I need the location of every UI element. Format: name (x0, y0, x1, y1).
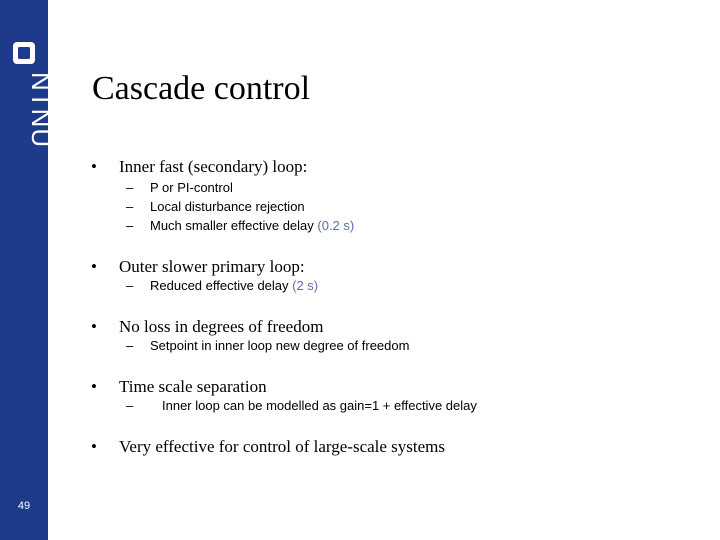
sub-bullet-item (126, 180, 233, 195)
sub-bullet-highlight: (0.2 s) (317, 218, 355, 233)
sub-bullet-text: Inner loop can be modelled as gain=1 + effective delay (162, 398, 477, 413)
bullet-marker: • (91, 317, 97, 336)
sub-bullet-item (126, 218, 354, 233)
ntnu-logo-text: NTNU (26, 72, 56, 149)
bullet-text: Inner fast (secondary) loop: (119, 157, 308, 176)
sub-bullet-text: Local disturbance rejection (150, 199, 305, 214)
bullet-marker: • (91, 377, 97, 396)
sidebar (0, 0, 56, 540)
sub-bullet-item (126, 338, 409, 353)
bullet-item (91, 377, 267, 397)
bullet-marker: • (91, 437, 97, 456)
sub-bullet-text: Reduced effective delay (150, 278, 293, 293)
dash-marker: – (126, 338, 134, 353)
bullet-item (91, 257, 305, 277)
sub-bullet-highlight: (2 s) (292, 278, 319, 293)
dash-marker: – (126, 218, 134, 233)
sub-bullet-text: Setpoint in inner loop new degree of freedom (150, 338, 410, 353)
page-number: 49 (17, 500, 31, 512)
bullet-text: Time scale separation (119, 377, 267, 396)
bullet-marker: • (91, 257, 97, 276)
dash-marker: – (126, 278, 134, 293)
bullet-item (91, 317, 323, 337)
bullet-item (91, 157, 307, 177)
sub-bullet-item (126, 199, 305, 214)
bullet-item (91, 437, 445, 457)
dash-marker: – (126, 398, 134, 413)
bullet-text: Very effective for control of large-scale systems (119, 437, 446, 456)
sub-bullet-text: P or PI-control (150, 180, 233, 195)
ntnu-logo-icon (10, 42, 56, 168)
sub-bullet-text: Much smaller effective delay (150, 218, 318, 233)
bullet-text: No loss in degrees of freedom (119, 317, 324, 336)
sub-bullet-item (126, 398, 477, 413)
slide-title: Cascade control (92, 70, 311, 107)
dash-marker: – (126, 199, 134, 214)
sub-bullet-item (126, 278, 318, 293)
dash-marker: – (126, 180, 134, 195)
bullet-text: Outer slower primary loop: (119, 257, 305, 276)
bullet-marker: • (91, 157, 97, 176)
